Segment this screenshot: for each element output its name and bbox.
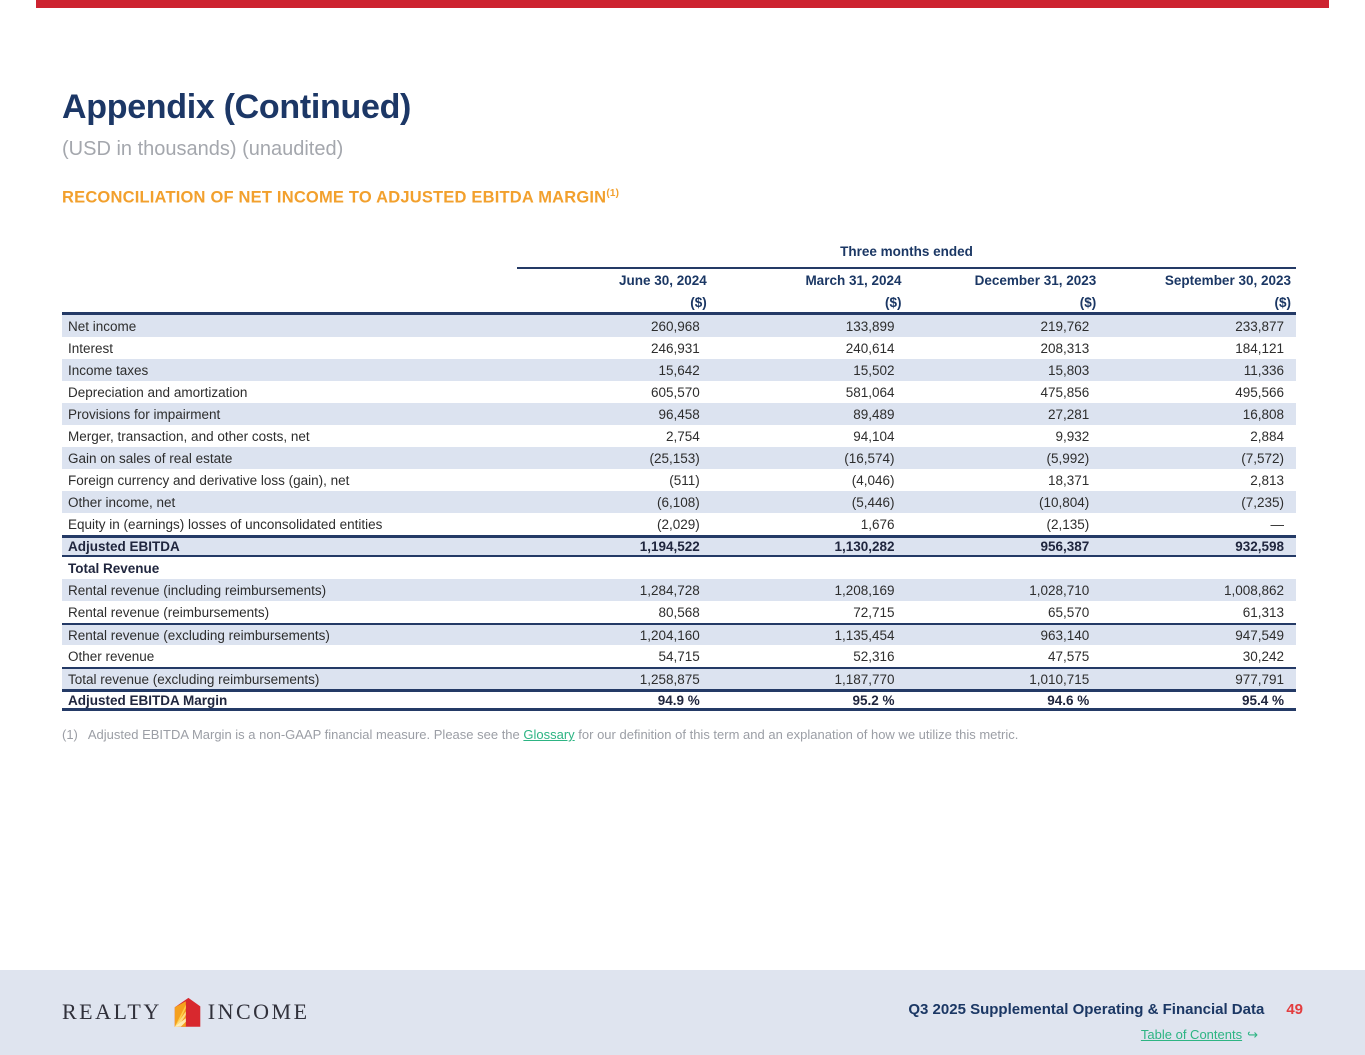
row-label: Rental revenue (reimbursements) (68, 604, 270, 620)
table-row (62, 535, 1296, 557)
column-header: June 30, 2024 (618, 272, 707, 288)
cell-value: (2,029) (656, 516, 700, 532)
page-title: Appendix (Continued) (62, 88, 412, 126)
row-label: Interest (68, 340, 114, 356)
cell-value: 15,642 (658, 362, 700, 378)
reconciliation-table (62, 245, 1296, 711)
cell-value: 2,813 (1250, 472, 1284, 488)
cell-value: 94,104 (853, 428, 895, 444)
cell-value: 96,458 (658, 406, 700, 422)
cell-value: 1,194,522 (639, 539, 700, 554)
footnote (62, 727, 1303, 742)
cell-value: 240,614 (845, 340, 895, 356)
table-row (62, 315, 1296, 337)
table-row (62, 689, 1296, 711)
cell-value: 233,877 (1235, 318, 1284, 334)
cell-value: (25,153) (649, 450, 700, 466)
page-number: 49 (1286, 1001, 1303, 1018)
cell-value: 475,856 (1040, 384, 1090, 400)
cell-value: 1,187,770 (834, 671, 895, 687)
cell-value: 1,258,875 (639, 671, 700, 687)
unit-cell: ($) (1274, 294, 1291, 310)
row-label: Net income (68, 318, 137, 334)
cell-value: — (1270, 516, 1284, 532)
table-of-contents-link[interactable]: Table of Contents (1140, 1027, 1243, 1042)
cell-value: 1,010,715 (1029, 671, 1090, 687)
footnote-text-after: for our definition of this term and an explanation of how we utilize this metric. (574, 727, 1019, 742)
cell-value: (10,804) (1038, 494, 1090, 510)
cell-value: 61,313 (1242, 604, 1284, 620)
table-row (62, 513, 1296, 535)
logo-word-income: INCOME (207, 998, 310, 1024)
table-row (62, 447, 1296, 469)
cell-value: 260,968 (650, 318, 700, 334)
unit-cell: ($) (885, 294, 902, 310)
cell-value: 977,791 (1235, 671, 1284, 687)
footnote-marker: (1) (62, 727, 78, 742)
cell-value: 9,932 (1055, 428, 1090, 444)
section-heading (62, 188, 619, 208)
row-label: Equity in (earnings) losses of unconsolidated entities (68, 516, 383, 532)
cell-value: 52,316 (853, 648, 895, 664)
cell-value: 15,502 (853, 362, 895, 378)
table-span-header (517, 244, 1296, 269)
table-row (62, 425, 1296, 447)
row-label: Provisions for impairment (68, 406, 221, 422)
table-row (62, 337, 1296, 359)
table-row (62, 491, 1296, 513)
cell-value: 95.4 % (1241, 692, 1284, 708)
cell-value: (7,572) (1241, 450, 1284, 466)
cell-value: (7,235) (1241, 494, 1284, 510)
logo-word-realty: REALTY (62, 998, 162, 1024)
row-label: Total Revenue (68, 560, 160, 576)
glossary-link[interactable]: Glossary (523, 727, 575, 742)
row-label: Depreciation and amortization (68, 384, 248, 400)
row-label: Income taxes (68, 362, 149, 378)
row-label: Merger, transaction, and other costs, net (68, 428, 310, 444)
cell-value: 1,284,728 (639, 582, 700, 598)
cell-value: 11,336 (1243, 362, 1284, 378)
cell-value: 495,566 (1235, 384, 1284, 400)
cell-value: 1,130,282 (834, 539, 895, 554)
cell-value: (511) (669, 472, 700, 488)
column-header: March 31, 2024 (805, 272, 902, 288)
cell-value: 1,676 (860, 516, 895, 532)
realty-income-house-icon (168, 996, 202, 1027)
cell-value: 16,808 (1242, 406, 1284, 422)
cell-value: 18,371 (1047, 472, 1090, 488)
table-row (62, 359, 1296, 381)
cell-value: 94.9 % (657, 692, 700, 708)
cell-value: 1,028,710 (1029, 582, 1090, 598)
cell-value: 65,570 (1047, 604, 1090, 620)
cell-value: 1,204,160 (639, 627, 700, 643)
cell-value: 246,931 (650, 340, 700, 356)
row-label: Other revenue (68, 648, 155, 664)
cell-value: 47,575 (1047, 648, 1090, 664)
row-label: Rental revenue (including reimbursements) (68, 582, 327, 598)
cell-value: 95.2 % (852, 692, 895, 708)
cell-value: 94.6 % (1047, 692, 1090, 708)
cell-value: 30,242 (1242, 648, 1284, 664)
page-subtitle: (USD in thousands) (unaudited) (62, 138, 344, 160)
cell-value: 15,803 (1047, 362, 1090, 378)
table-row (62, 381, 1296, 403)
unit-cell: ($) (1079, 294, 1097, 310)
table-row (62, 579, 1296, 601)
span-header-label: Three months ended (840, 244, 973, 259)
section-heading-text: RECONCILIATION OF NET INCOME TO ADJUSTED EBITDA MARGIN (62, 188, 607, 207)
row-label: Total revenue (excluding reimbursements) (68, 671, 320, 687)
row-label: Rental revenue (excluding reimbursements) (68, 627, 330, 643)
table-row (62, 557, 1296, 579)
cell-value: 1,135,454 (834, 627, 895, 643)
top-accent-bar (36, 0, 1329, 8)
cell-value: (4,046) (851, 472, 895, 488)
row-label: Foreign currency and derivative loss (gain), net (68, 472, 350, 488)
table-row (62, 403, 1296, 425)
cell-value: 80,568 (658, 604, 700, 620)
column-header: September 30, 2023 (1164, 272, 1291, 288)
cell-value: 2,884 (1250, 428, 1284, 444)
row-label: Adjusted EBITDA Margin (68, 692, 228, 708)
cell-value: 963,140 (1040, 627, 1090, 643)
cell-value: 27,281 (1047, 406, 1090, 422)
cell-value: 208,313 (1040, 340, 1090, 356)
footnote-text-before: Adjusted EBITDA Margin is a non-GAAP financial measure. Please see the (87, 727, 524, 742)
cell-value: 184,121 (1235, 340, 1284, 356)
toc-hook-arrow-icon: ↪ (1247, 1027, 1258, 1042)
table-row (62, 645, 1296, 667)
footer-band (0, 970, 1365, 1055)
cell-value: 956,387 (1040, 539, 1090, 554)
cell-value: 2,754 (665, 428, 700, 444)
cell-value: (5,992) (1046, 450, 1090, 466)
cell-value: 54,715 (658, 648, 700, 664)
table-row (62, 469, 1296, 491)
cell-value: (5,446) (851, 494, 895, 510)
footer-toc-line (1141, 1027, 1258, 1043)
table-row (62, 623, 1296, 645)
cell-value: (16,574) (844, 450, 895, 466)
table-spanner-row (62, 245, 1296, 268)
unit-cell: ($) (690, 294, 707, 310)
cell-value: (2,135) (1046, 516, 1090, 532)
row-label: Gain on sales of real estate (68, 450, 233, 466)
cell-value: 219,762 (1040, 318, 1090, 334)
cell-value: 72,715 (853, 604, 895, 620)
cell-value: (6,108) (656, 494, 700, 510)
cell-value: 89,489 (853, 406, 895, 422)
table-row (62, 667, 1296, 689)
cell-value: 932,598 (1235, 539, 1284, 554)
column-header: December 31, 2023 (974, 272, 1097, 288)
cell-value: 133,899 (845, 318, 895, 334)
table-header-row (62, 268, 1296, 292)
table-unit-row (62, 292, 1296, 315)
row-label: Adjusted EBITDA (68, 539, 180, 554)
section-heading-footnote-marker: (1) (606, 188, 620, 199)
cell-value: 581,064 (845, 384, 895, 400)
cell-value: 947,549 (1235, 627, 1284, 643)
realty-income-logo (62, 996, 310, 1027)
cell-value: 1,008,862 (1223, 582, 1284, 598)
footer-doc-line (908, 1001, 1303, 1018)
cell-value: 1,208,169 (834, 582, 895, 598)
doc-title: Q3 2025 Supplemental Operating & Financial Data (908, 1001, 1265, 1018)
table-row (62, 601, 1296, 623)
row-label: Other income, net (68, 494, 176, 510)
cell-value: 605,570 (650, 384, 700, 400)
